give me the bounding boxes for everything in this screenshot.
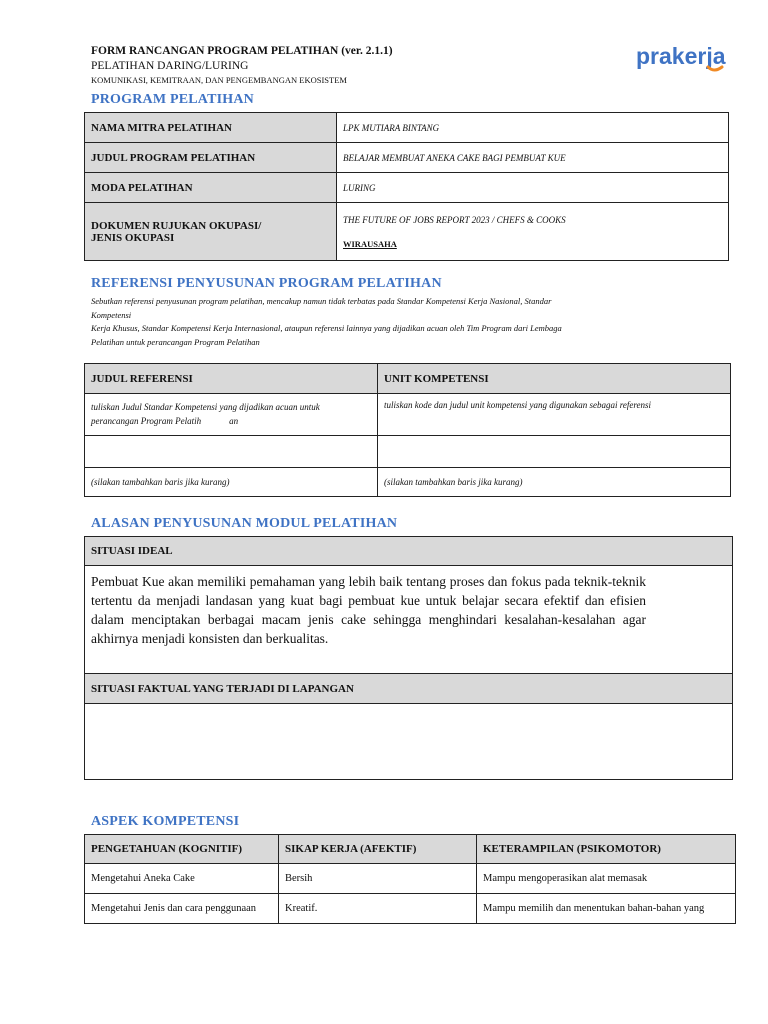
hint-text: tuliskan Judul Standar Kompetensi yang dijadikan acuan untuk: [91, 402, 320, 412]
dokumen-label-line-1: DOKUMEN RUJUKAN OKUPASI/: [91, 219, 262, 232]
table-row: [85, 674, 733, 704]
hint-unit: tuliskan kode dan judul unit kompetensi yang digunakan sebagai referensi: [378, 394, 731, 436]
table-row: [85, 143, 729, 173]
empty-cell[interactable]: [378, 436, 731, 468]
table-row: [85, 113, 729, 143]
afektif-cell: Kreatif.: [279, 894, 477, 924]
col-header: SIKAP KERJA (AFEKTIF): [279, 835, 477, 864]
add-row-note: (silakan tambahkan baris jika kurang): [378, 468, 731, 497]
form-subtitle: PELATIHAN DARING/LURING: [91, 60, 249, 72]
situasi-ideal-label: SITUASI IDEAL: [85, 537, 733, 566]
situasi-ideal-text: Pembuat Kue akan memiliki pemahaman yang lebih baik tentang proses dan fokus pada teknik-teknik tertentu da menjadi landasan yang kuat bagi pembuat kue untuk belajar secara efektif dan efisien dalam menciptakan berbagai macam jenis cake sehingga menghindari kesalahan-kesalahan agar akhirnya menjadi konsisten dan berkualitas.: [91, 574, 646, 646]
logo-text: prakerja: [636, 43, 726, 69]
add-row-note: (silakan tambahkan baris jika kurang): [85, 468, 378, 497]
table-row: [85, 566, 733, 674]
row-label: MODA PELATIHAN: [85, 173, 337, 203]
row-label: JUDUL PROGRAM PELATIHAN: [85, 143, 337, 173]
program-heading: PROGRAM PELATIHAN: [91, 92, 254, 107]
col-header: PENGETAHUAN (KOGNITIF): [85, 835, 279, 864]
table-row: [85, 537, 733, 566]
table-row: [85, 864, 736, 894]
hint-text: an: [229, 416, 239, 426]
empty-cell[interactable]: [85, 436, 378, 468]
desc-line: Kompetensi: [91, 309, 132, 320]
table-row: [85, 468, 731, 497]
referensi-table: [84, 363, 731, 497]
prakerja-logo: [634, 40, 746, 76]
situasi-ideal-cell: [85, 566, 733, 674]
table-row: [85, 203, 729, 261]
situasi-faktual-label: SITUASI FAKTUAL YANG TERJADI DI LAPANGAN: [85, 674, 733, 704]
table-row: [85, 436, 731, 468]
col-header: KETERAMPILAN (PSIKOMOTOR): [477, 835, 736, 864]
desc-line: Kerja Khusus, Standar Kompetensi Kerja Internasional, ataupun referensi lainnya yang dijadikan acuan oleh Tim Program dari Lembaga: [91, 323, 562, 333]
dokumen-value-line-2: WIRAUSAHA: [343, 238, 397, 249]
referensi-heading: REFERENSI PENYUSUNAN PROGRAM PELATIHAN: [91, 276, 442, 291]
row-value: BELAJAR MEMBUAT ANEKA CAKE BAGI PEMBUAT KUE: [337, 143, 729, 173]
kognitif-cell: Mengetahui Jenis dan cara penggunaan: [85, 894, 279, 924]
desc-line: Pelatihan untuk perancangan Program Pelatihan: [91, 336, 260, 347]
situasi-faktual-cell[interactable]: [85, 704, 733, 780]
table-row: [85, 173, 729, 203]
row-label: NAMA MITRA PELATIHAN: [85, 113, 337, 143]
col-header: JUDUL REFERENSI: [85, 364, 378, 394]
aspek-heading: ASPEK KOMPETENSI: [91, 814, 240, 829]
form-subtitle-secondary: KOMUNIKASI, KEMITRAAN, DAN PENGEMBANGAN EKOSISTEM: [91, 75, 347, 85]
alasan-heading: ALASAN PENYUSUNAN MODUL PELATIHAN: [91, 516, 398, 531]
table-header-row: [85, 364, 731, 394]
program-table: [84, 112, 729, 261]
dokumen-value-line-1: THE FUTURE OF JOBS REPORT 2023 / CHEFS & COOKS: [343, 214, 566, 225]
referensi-description: [91, 295, 691, 349]
kognitif-cell: Mengetahui Aneka Cake: [85, 864, 279, 894]
aspek-table: [84, 834, 736, 924]
dokumen-label: [85, 203, 337, 261]
table-row: [85, 704, 733, 780]
table-row: [85, 394, 731, 436]
hint-judul: [85, 394, 378, 436]
table-row: [85, 894, 736, 924]
table-header-row: [85, 835, 736, 864]
dokumen-label-line-2: JENIS OKUPASI: [91, 231, 175, 244]
dokumen-value: [337, 203, 729, 261]
psikomotor-cell: Mampu mengoperasikan alat memasak: [477, 864, 736, 894]
alasan-table: [84, 536, 733, 780]
col-header: UNIT KOMPETENSI: [378, 364, 731, 394]
hint-text: perancangan Program Pelatih: [91, 416, 202, 426]
psikomotor-cell: Mampu memilih dan menentukan bahan-bahan yang: [477, 894, 736, 924]
form-title: FORM RANCANGAN PROGRAM PELATIHAN (ver. 2.1.1): [91, 45, 393, 57]
afektif-cell: Bersih: [279, 864, 477, 894]
desc-line: Sebutkan referensi penyusunan program pelatihan, mencakup namun tidak terbatas pada Standar Kompetensi Kerja Nasional, Standar: [91, 296, 552, 306]
row-value: LURING: [337, 173, 729, 203]
row-value: LPK MUTIARA BINTANG: [337, 113, 729, 143]
